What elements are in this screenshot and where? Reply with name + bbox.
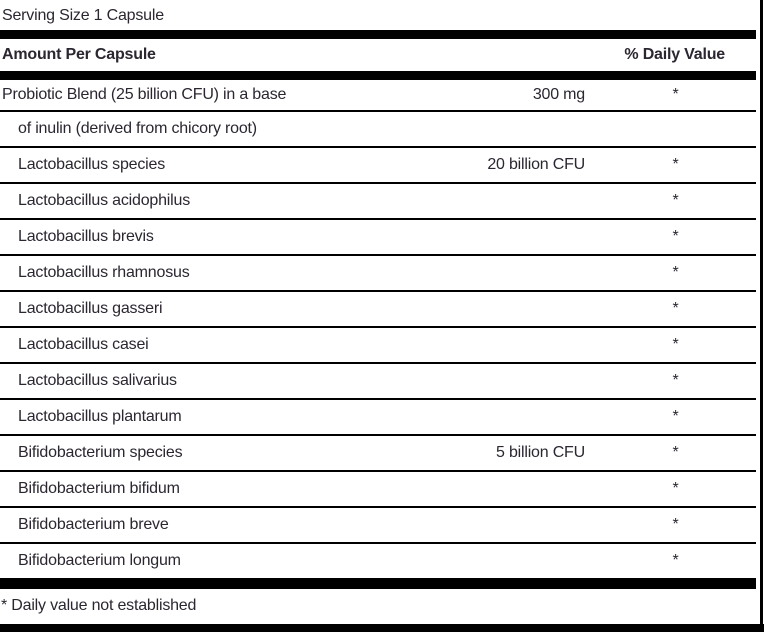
table-row xyxy=(0,148,756,184)
table-body xyxy=(0,80,756,578)
ingredient-name: Lactobacillus acidophilus xyxy=(18,192,191,209)
table-row xyxy=(0,472,756,508)
divider-bar-bottom xyxy=(0,578,756,589)
label-bottom-border xyxy=(0,624,764,632)
label-right-border xyxy=(760,0,763,632)
ingredient-daily-value: * xyxy=(672,86,679,103)
ingredient-name: Lactobacillus species xyxy=(18,156,165,173)
ingredient-name: Bifidobacterium bifidum xyxy=(18,480,180,497)
ingredient-name: Bifidobacterium longum xyxy=(18,552,181,569)
divider-bar-top xyxy=(0,30,756,39)
amount-per-capsule-header: Amount Per Capsule xyxy=(2,46,156,63)
divider-bar-header xyxy=(0,71,756,80)
table-row xyxy=(0,400,756,436)
ingredient-daily-value: * xyxy=(672,156,679,173)
ingredient-daily-value: * xyxy=(672,192,679,209)
ingredient-daily-value: * xyxy=(672,264,679,281)
footnote-text: * Daily value not established xyxy=(1,597,197,614)
table-row xyxy=(0,436,756,472)
ingredient-daily-value: * xyxy=(672,408,679,425)
daily-value-header: % Daily Value xyxy=(624,46,725,63)
table-row xyxy=(0,364,756,400)
table-row xyxy=(0,184,756,220)
ingredient-name: Lactobacillus casei xyxy=(18,336,149,353)
ingredient-daily-value: * xyxy=(672,372,679,389)
table-row xyxy=(0,112,756,148)
ingredient-daily-value: * xyxy=(672,480,679,497)
table-row xyxy=(0,80,756,112)
ingredient-name: Lactobacillus salivarius xyxy=(18,372,177,389)
table-row xyxy=(0,328,756,364)
ingredient-daily-value: * xyxy=(672,228,679,245)
ingredient-amount: 5 billion CFU xyxy=(496,444,585,461)
ingredient-daily-value: * xyxy=(672,516,679,533)
ingredient-name: Lactobacillus brevis xyxy=(18,228,154,245)
table-row xyxy=(0,292,756,328)
ingredient-daily-value: * xyxy=(672,552,679,569)
ingredient-amount: 300 mg xyxy=(532,86,585,103)
ingredient-name: Bifidobacterium breve xyxy=(18,516,169,533)
ingredient-name: Lactobacillus gasseri xyxy=(18,300,163,317)
ingredient-daily-value: * xyxy=(672,300,679,317)
table-row xyxy=(0,220,756,256)
ingredient-name: Lactobacillus rhamnosus xyxy=(18,264,190,281)
table-row xyxy=(0,544,756,578)
table-row xyxy=(0,256,756,292)
ingredient-name: of inulin (derived from chicory root) xyxy=(18,120,257,137)
ingredient-daily-value: * xyxy=(672,336,679,353)
ingredient-name: Probiotic Blend (25 billion CFU) in a base xyxy=(2,86,287,103)
table-row xyxy=(0,508,756,544)
serving-size-text: Serving Size 1 Capsule xyxy=(2,7,164,24)
ingredient-name: Bifidobacterium species xyxy=(18,444,183,461)
ingredient-amount: 20 billion CFU xyxy=(487,156,585,173)
ingredient-daily-value: * xyxy=(672,444,679,461)
ingredient-name: Lactobacillus plantarum xyxy=(18,408,182,425)
table-header xyxy=(0,39,756,71)
